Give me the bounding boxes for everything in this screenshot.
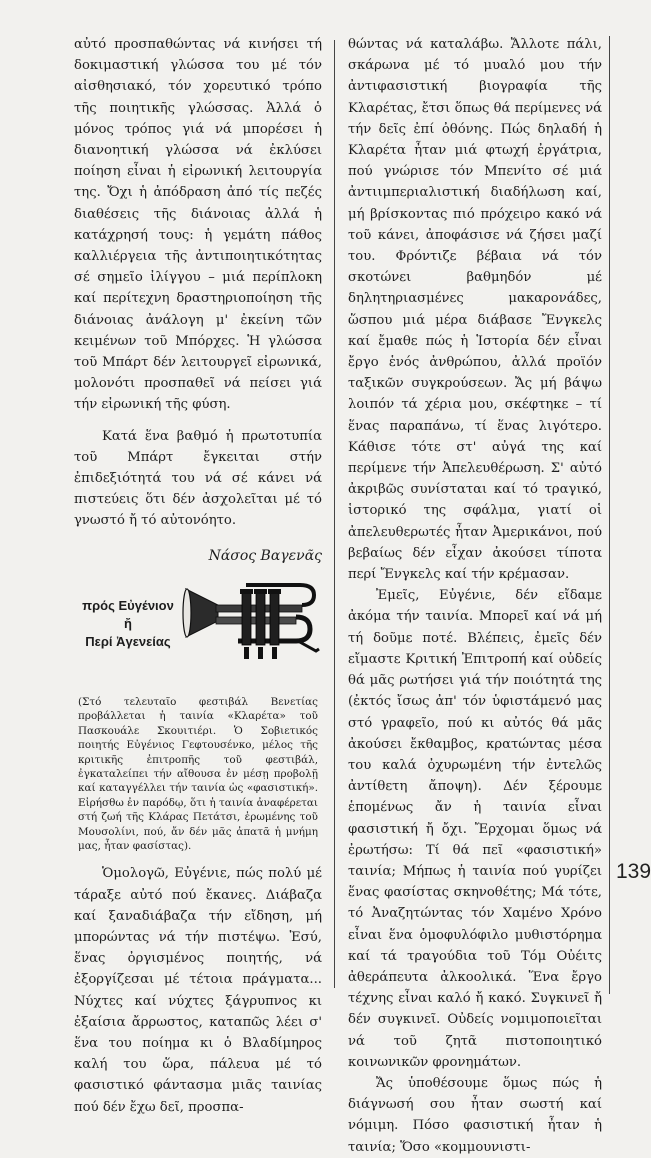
paragraph: Κατά ἕνα βαθμό ἡ πρωτοτυπία τοῦ Μπάρτ ἔγκειται στήν ἐπιδεξιότητά του νά σέ κάνει νά πιστεύεις ὅτι δέν ἀσχολεῖται μέ τό γνωστό ἤ τό αὐτονόητο. — [74, 428, 322, 529]
article-header — [74, 575, 322, 695]
paragraph: Ὁμολογῶ, Εὐγένιε, πώς πολύ μέ τάραξε αὐτό πού ἔκανες. Διάβαζα καί ξαναδιάβαζα τήν εἴδηση, μή μπορώντας νά τήν πιστέψω. Ἐσύ, ἕνας ὀργισμένος ποιητής, νά ἐξοργίζεσαι μέ τέτοια πράγματα... Νύχτες καί νύχτες ξάγρυπνος κι ἐξαίσια ἄρρωστος, καταπῶς λέει σ' ἕνα του ποίημα κι ὁ Βλαδίμηρος καλή του ὥρα, πάλευα μέ τό φασιστικό φάντασμα μιᾶς ταινίας πού δέν ἔχω δεῖ, προσπα- — [74, 866, 322, 1115]
margin-rule — [609, 36, 610, 994]
paragraph: θώντας νά καταλάβω. Ἄλλοτε πάλι, σκάρωνα μέ τό μυαλό μου τήν ἀντιφασιστική βιογραφία τῆς Κλαρέτας, ἔτσι ὅπως θά περίμενες νά τήν δεῖς ἐπί ὀθόνης. Πώς δηλαδή ἡ Κλαρέτα ἦταν μιά φτωχή ἐργάτρια, πού γνώρισε τόν Μπενίτο σέ μιά ἀντιιμπεριαλιστική διαδήλωση καί, μή βρίσκοντας πιό πρόχειρο κακό νά τοῦ κάνει, ἀποφάσισε νά ζήσει μαζί του. Φρόντιζε βέβαια νά τόν σκοτώνει βαθμηδόν μέ δηλητηριασμένες μακαρονάδες, ὥσπου μιά μέρα διάβασε Ἔνγκελς καί ἔμαθε πώς ἡ Ἱστορία δέν εἶναι ἔργο ἑνός ἀνθρώπου, ἀλλά προϊόν ταξικῶν συγκρούσεων. Ἄς μή βάψω λοιπόν τά χέρια μου, σκέφτηκε – τί ἕνας παραπάνω, τί ἕνας λιγότερο. Κάθισε τότε στ' αὐγά της καί περίμενε τήν Ἀπελευθέρωση. Σ' αὐτό ἀκριβῶς συνίσταται καί τό τραγικό, ἱστορικό της σφάλμα, γιατί οἱ ἀπελευθερωτές ἦταν Ἀμερικάνοι, πού βεβαίως δέν εἶχαν ἀκούσει τίποτα περί Ἔνγκελς καί τήν κρέμασαν. — [348, 37, 602, 583]
page-number: 139 — [616, 860, 651, 883]
title-line: Περί Ἀγενείας — [85, 633, 171, 649]
right-column — [348, 34, 602, 1158]
column-divider — [334, 40, 335, 988]
author-signature: Νάσος Βαγενᾶς — [208, 547, 322, 564]
paragraph: Ἐμεῖς, Εὐγένιε, δέν εἴδαμε ἀκόμα τήν ταινία. Μπορεῖ καί νά μή τή δοῦμε ποτέ. Βλέπεις, ἐμεῖς δέν εἴμαστε Κριτική Ἐπιτροπή καί οὐδείς θά μᾶς ρωτήσει γιά τήν ποιότητά της (ἐκτός ἴσως ἀπ' τόν ὑφιστάμενό μας στό γραφεῖο, πού κι αὐτός θά μᾶς ἀκούσει ἔκθαμβος, κρατώντας μέσα του καλά ὀχυρωμένη τήν ἐντελῶς ἀντίθετη ἄποψη). Δέν ξέρουμε ἑπομένως ἄν ἡ ταινία εἶναι φασιστική ἤ ὄχι. Ἔρχομαι ὅμως νά ἐρωτήσω: Τί θά πεῖ «φασιστική» ταινία; Μήπως ἡ ταινία πού γυρίζει ἕνας φασίστας σκηνοθέτης; Μά τότε, τό Ἀναζητώντας τόν Χαμένο Χρόνο εἶναι ἕνα ὁμοφυλόφιλο μυθιστόρημα καί τά τραγούδια τοῦ Τόμ Οὐέιτς ἀθεράπευτα ἀλκοολικά. Ἕνα ἔργο τέχνης εἶναι καλό ἤ κακό. Συγκινεῖ ἤ δέν συγκινεῖ. Οὐδείς νομιμοποιεῖται νά τοῦ ζητᾶ πιστοποιητικό κοινωνικῶν φρονημάτων. — [348, 588, 602, 1070]
title-line: πρός Εὐγένιον — [82, 597, 174, 613]
editorial-note: (Στό τελευταῖο φεστιβάλ Βενετίας προβάλλεται ἡ ταινία «Κλαρέτα» τοῦ Πασκουάλε Σκουιτιέρι. Ὁ Σοβιετικός ποιητής Εὐγένιος Γεφτουσένκο, μέλος τῆς κριτικῆς ἐπιτροπῆς τοῦ φεστιβάλ, ἐγκαταλείπει τήν αἴθουσα ἐν μέσῃ προβολῇ καί καταγγέλλει τήν ταινία ὡς «φασιστική». Εἰρήσθω ἐν παρόδῳ, ὅτι ἡ ταινία ἀναφέρεται στή ζωή τῆς Κλάρας Πετάτσι, ἐρωμένης τοῦ Μουσολίνι, πού, ἄν δέν μᾶς ἀπατᾶ ἡ μνήμη μας, ἦταν φασίστας). — [78, 695, 318, 852]
trumpet-illustration — [180, 575, 320, 665]
paragraph: Ἄς ὑποθέσουμε ὅμως πώς ἡ διάγνωσή σου ἦταν σωστή καί νόμιμη. Πόσο φασιστική ἦταν ἡ ταινία; Ὅσο «κομμουνιστι- — [348, 1075, 602, 1155]
left-column — [74, 34, 322, 1118]
title-line: ἤ — [124, 615, 132, 631]
paragraph: αὐτό προσπαθώντας νά κινήσει τή δοκιμαστική γλώσσα του μέ τόν αἰσθησιακό, τόν χορευτικό τρόπο τῆς ποιητικῆς γλώσσας. Ἀλλά ὁ μόνος τρόπος γιά νά μπορέσει ἡ διανοητική γλώσσα νά ἐκλύσει ποίηση εἶναι ἡ εἰρωνική λειτουργία της. Ὄχι ἡ ἀπόδραση ἀπό τίς πεζές διαθέσεις τῆς διάνοιας ἀλλά ἡ κατάχρησή τους: ἡ γεμάτη πάθος καλλιέργεια τῆς ἀντιποιητικότητας σέ σημεῖο ἰλίγγου – μιά περίπλοκη καί περίτεχνη δραστηριοποίηση τῆς διάνοιας ἀνάλογη μ' ἐκείνη τῶν κειμένων τοῦ Μπόρχες. Ἡ γλώσσα τοῦ Μπάρτ δέν λειτουργεῖ εἰρωνικά, μολονότι προσπαθεῖ νά πείσει γιά τήν εἰρωνική τῆς φύση. — [74, 37, 322, 413]
article-title — [74, 597, 182, 651]
